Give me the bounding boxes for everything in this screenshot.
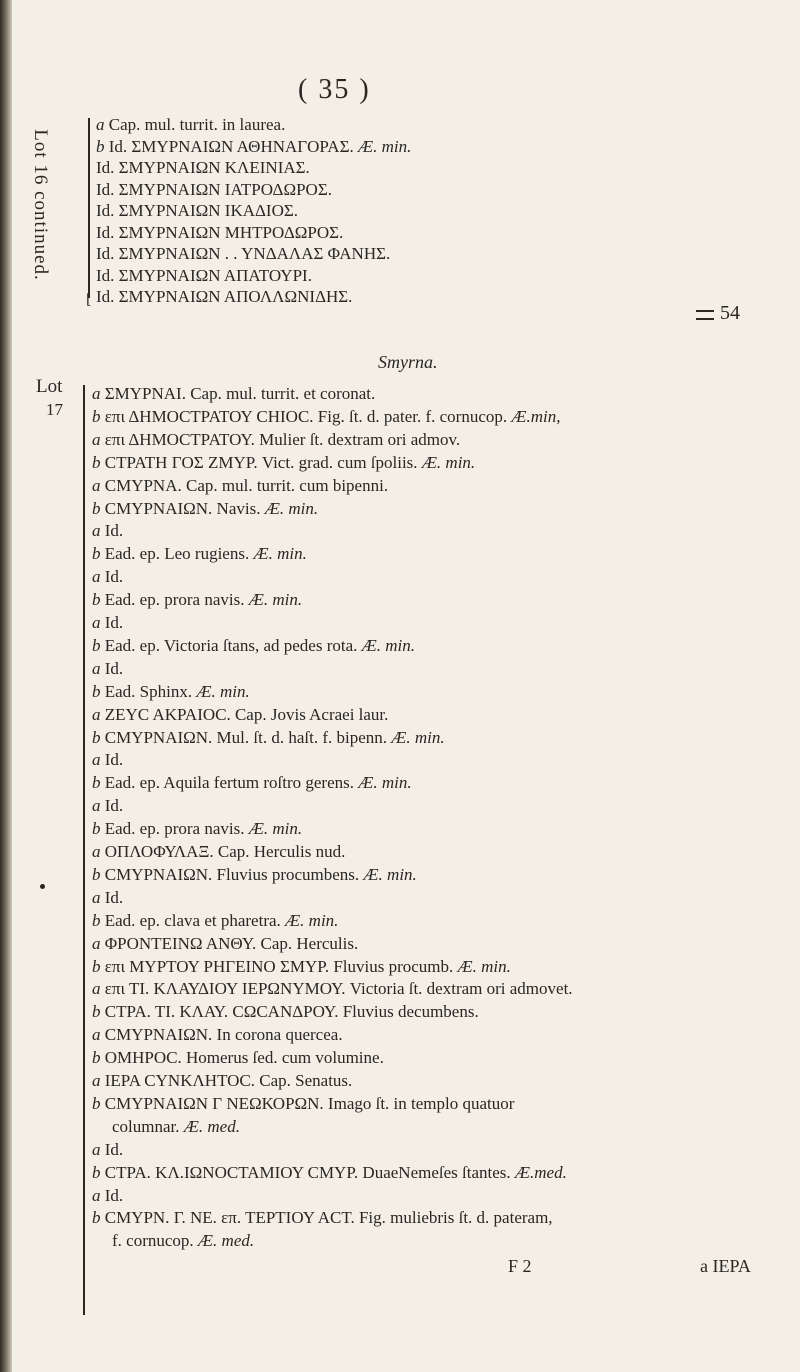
entry-line [92, 406, 561, 428]
entry-text: επι ΤΙ. ΚΛΑΥΔΙΟΥ ΙΕΡΩΝΥΜΟΥ. Victoria ſt. dextram ori admovet. [104, 979, 573, 999]
entry-text: ΦΡΟΝΤΕΙΝΩ ΑΝΘΥ. Cap. Herculis. [104, 933, 359, 953]
side-letter: b [92, 635, 101, 655]
entry-text: CΜΥΡΝΑΙΩΝ. Navis. [104, 498, 261, 518]
side-letter: a [92, 613, 101, 632]
entry-text: Id. [104, 658, 124, 678]
side-letter: a [96, 115, 105, 134]
entry-line [92, 1185, 123, 1207]
entry-text: Id. [104, 521, 124, 541]
metal-size: Æ. min. [264, 498, 319, 518]
entry-text: Ead. ep. Leo rugiens. [104, 544, 250, 564]
metal-size: Æ. med. [197, 1231, 255, 1251]
entry-text: επι ΜΥΡΤΟΥ ΡΗΓΕΙΝΟ ΣΜΥΡ. Fluvius procumb. [104, 956, 454, 976]
entry-text: επι ΔΗΜΟϹΤΡΑΤΟΥ. Mulier ſt. dextram ori admov. [104, 429, 461, 449]
side-letter: a [92, 521, 101, 541]
page-number: ( 35 ) [298, 74, 371, 105]
entry-text: Id. [104, 613, 124, 632]
entry-text: Ead. ep. Aquila fertum roſtro gerens. [104, 773, 355, 793]
entry-text: Id. ΣΜΥΡΝΑΙΩΝ ΙΑΤΡΟΔΩΡΟΣ. [96, 179, 332, 199]
entry-line [92, 520, 123, 542]
metal-size: Æ. min. [391, 727, 445, 747]
entry-text: CΤΡΑ. ΚΛ.ΙΩΝΟϹΤΑΜΙΟΥ CΜΥΡ. DuaeNemeſes ſtantes. [104, 1162, 511, 1182]
entry-text: Id. ΣΜΥΡΝΑΙΩΝ ΜΗΤΡΟΔΩΡΟΣ. [96, 222, 344, 242]
entry-line [92, 1070, 352, 1092]
signature-mark: F 2 [508, 1256, 532, 1276]
entry-line [92, 635, 415, 657]
first-block-bracket [88, 118, 90, 298]
entry-line [92, 978, 573, 1000]
entry-text: CΜΥΡΝΑΙΩΝ. In corona quercea. [104, 1025, 343, 1045]
side-note-text: Lot 16 continued. [30, 129, 51, 281]
entry-text: Id. [104, 750, 124, 770]
entry-text: επι ΔΗΜΟϹΤΡΑΤΟΥ CHIOC. Fig. ſt. d. pater. f. cornucop. [104, 406, 508, 426]
entry-text: Ead. ep. Victoria ſtans, ad pedes rota. [104, 635, 358, 655]
entry-line [92, 1139, 123, 1161]
entry-line [92, 1001, 479, 1023]
side-letter: a [92, 1139, 101, 1159]
lot-bracket [83, 385, 85, 1315]
metal-size: Æ. min. [363, 864, 417, 884]
side-letter: a [92, 750, 101, 770]
entry-line [92, 841, 345, 863]
entry-line [92, 1047, 384, 1069]
entry-text: Cap. mul. turrit. in laurea. [108, 115, 286, 134]
entry-line [92, 498, 318, 520]
first-block-line [96, 286, 352, 308]
side-letter: b [92, 1002, 101, 1022]
side-letter: b [92, 406, 101, 426]
metal-size: Æ. min. [358, 773, 412, 793]
entry-line [92, 956, 511, 978]
entry-text: Id. [104, 887, 124, 907]
side-letter: b [92, 1093, 101, 1113]
entry-text: f. cornucop. [112, 1231, 194, 1251]
metal-size: Æ.med. [514, 1162, 567, 1182]
metal-size: Æ. min. [285, 910, 339, 930]
entry-line [92, 543, 307, 565]
entry-text: CΤΡΑΤΗ ΓΟΣ ΖΜΥΡ. Vict. grad. cum ſpoliis. [104, 452, 418, 472]
section-caption: Smyrna. [378, 352, 438, 372]
first-block-line [96, 200, 298, 222]
entry-line [92, 795, 123, 817]
metal-size: Æ. min. [457, 956, 511, 976]
entry-text: Id. ΣΜΥΡΝΑΙΩΝ ΑΠΑΤΟΥΡΙ. [96, 265, 312, 285]
entry-line [92, 704, 388, 726]
lot-number: 17 [46, 400, 63, 419]
entry-text: CΜΥΡΝΑ. Cap. mul. turrit. cum bipenni. [104, 475, 389, 495]
side-letter: b [92, 910, 101, 930]
side-letter: a [92, 704, 101, 724]
entry-line [92, 910, 338, 932]
entry-line [92, 452, 475, 474]
side-letter: b [92, 498, 101, 518]
side-letter: b [92, 819, 101, 839]
side-letter: b [92, 1208, 101, 1228]
entry-line [92, 1093, 514, 1115]
first-block-line [96, 243, 390, 265]
side-letter: b [92, 1162, 101, 1182]
entry-line [112, 1230, 254, 1252]
first-block-total: 54 [720, 302, 740, 324]
side-letter: a [92, 979, 101, 999]
metal-size: Æ. min. [248, 590, 303, 610]
side-letter: b [92, 773, 101, 793]
side-letter: a [92, 887, 101, 907]
side-letter: b [92, 544, 101, 564]
side-letter: a [92, 1185, 101, 1205]
entry-text: columnar. [112, 1116, 180, 1136]
entry-text: ΣΜΥΡΝΑΙ. Cap. mul. turrit. et coronat. [104, 384, 376, 403]
entry-line [92, 566, 123, 588]
entry-line [92, 612, 123, 634]
metal-size: Æ. med. [183, 1116, 240, 1136]
entry-line [92, 864, 417, 886]
side-letter: b [92, 864, 101, 884]
side-letter: b [92, 452, 101, 472]
entry-text: Id. ΣΜΥΡΝΑΙΩΝ ΚΛΕΙΝΙΑΣ. [96, 158, 310, 177]
total-equals-mark [696, 310, 714, 320]
metal-size: Æ. min. [253, 544, 307, 564]
entry-text: CΤΡΑ. ΤΙ. ΚΛΑΥ. CΩCΑΝΔΡΟΥ. Fluvius decumbens. [104, 1002, 479, 1022]
side-letter: a [92, 567, 101, 587]
entry-text: CΜΥΡΝΑΙΩΝ. Fluvius procumbens. [104, 864, 360, 884]
entry-text: Ead. ep. prora navis. [104, 590, 245, 610]
entry-text: CΜΥΡΝΑΙΩΝ Γ ΝΕΩΚΟΡΩΝ. Imago ſt. in templo quatuor [104, 1093, 515, 1113]
bracket-foot-mark: ⌊ [86, 293, 92, 308]
metal-size: Æ. min. [361, 635, 416, 655]
side-letter: a [92, 429, 101, 449]
entry-line [92, 749, 123, 771]
side-letter: a [92, 1025, 101, 1045]
side-letter: b [92, 590, 101, 610]
side-letter: a [92, 1071, 101, 1090]
entry-line [92, 475, 388, 497]
metal-size: Æ. min. [357, 136, 412, 156]
entry-line [92, 818, 302, 840]
side-letter: a [92, 796, 101, 816]
entry-text: Ead. ep. clava et pharetra. [104, 910, 281, 930]
entry-text: Id. [104, 796, 124, 816]
side-letter: a [92, 384, 101, 403]
side-letter: b [92, 956, 101, 976]
entry-line [92, 681, 250, 703]
entry-text: ΟΠΛΟΦΥΛΑΞ. Cap. Herculis nud. [104, 842, 346, 861]
entry-line [92, 383, 375, 405]
side-letter: a [92, 658, 101, 678]
entry-text: Id. ΣΜΥΡΝΑΙΩΝ ΑΠΟΛΛΩΝΙΔΗΣ. [96, 287, 353, 306]
entry-line [92, 933, 358, 955]
entry-text: Id. [104, 1185, 124, 1205]
first-block-line [96, 157, 310, 179]
entry-text: CΜΥΡΝ. Γ. ΝΕ. επ. ΤΕΡΤΙΟΥ ΑCΤ. Fig. muliebris ſt. d. pateram, [104, 1208, 553, 1228]
entry-line [92, 1207, 553, 1229]
side-letter: b [96, 136, 105, 156]
catchword: a ΙΕΡΑ [700, 1256, 751, 1276]
side-note [22, 90, 58, 320]
entry-line [92, 727, 445, 749]
side-letter: b [92, 727, 101, 747]
entry-text: CΜΥΡΝΑΙΩΝ. Mul. ſt. d. haſt. f. bipenn. [104, 727, 388, 747]
side-letter: a [92, 933, 101, 953]
entry-line [112, 1116, 240, 1138]
entry-text: Ead. Sphinx. [104, 681, 193, 701]
entry-line [92, 429, 460, 451]
entry-text: Id. [104, 567, 124, 587]
entry-line [92, 658, 123, 680]
entry-text: Id. [104, 1139, 124, 1159]
binding-gutter [0, 0, 12, 1372]
entry-text: Ead. ep. prora navis. [104, 819, 245, 839]
entry-line [92, 1162, 567, 1184]
margin-dot [40, 884, 45, 889]
metal-size: Æ. min. [421, 452, 476, 472]
first-block-line [96, 114, 285, 136]
entry-line [92, 887, 123, 909]
entry-text: Id. ΣΜΥΡΝΑΙΩΝ . . ΥΝΔΑΛΑΣ ΦΑΝΗΣ. [96, 244, 391, 263]
first-block-line [96, 222, 343, 244]
entry-line [92, 589, 302, 611]
first-block-line [96, 179, 332, 201]
side-letter: a [92, 475, 101, 495]
entry-text: ΖΕΥϹ ΑΚΡΑΙΟϹ. Cap. Jovis Acraei laur. [104, 704, 389, 724]
metal-size: Æ. min. [196, 681, 250, 701]
side-letter: a [92, 842, 101, 861]
metal-size: Æ.min, [511, 406, 561, 426]
metal-size: Æ. min. [248, 819, 303, 839]
side-letter: b [92, 681, 101, 701]
first-block-line [96, 265, 312, 287]
side-letter: b [92, 1048, 101, 1068]
entry-text: ΟΜΗΡΟϹ. Homerus ſed. cum volumine. [104, 1048, 384, 1068]
entry-line [92, 1024, 343, 1046]
first-block-line [96, 136, 411, 158]
entry-text: Id. ΣΜΥΡΝΑΙΩΝ ΑΘΗΝΑΓΟΡΑΣ. [108, 136, 354, 156]
entry-line [92, 772, 412, 794]
lot-label: Lot [36, 376, 63, 397]
entry-text: Id. ΣΜΥΡΝΑΙΩΝ ΙΚΑΔΙΟΣ. [96, 201, 299, 220]
entry-text: ΙΕΡΑ CΥΝΚΛΗΤΟϹ. Cap. Senatus. [104, 1071, 353, 1090]
